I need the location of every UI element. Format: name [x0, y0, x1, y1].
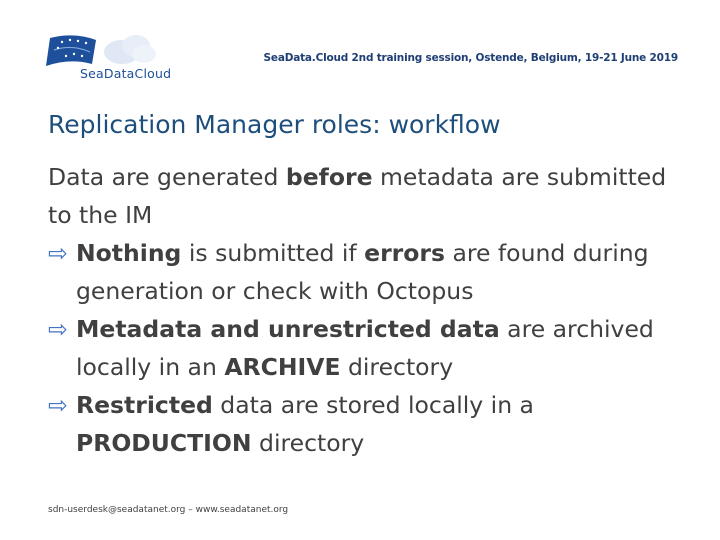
session-header: SeaData.Cloud 2nd training session, Ostende, Belgium, 19-21 June 2019 — [263, 52, 678, 64]
intro-text-2: metadata are submitted to the IM — [48, 163, 667, 229]
bullet-bold: ARCHIVE — [224, 353, 341, 381]
bullet-text: directory — [251, 429, 365, 457]
arrow-right-icon: ⇨ — [48, 315, 68, 343]
bullet-text: is submitted if — [181, 239, 365, 267]
bullet-text: directory — [340, 353, 454, 381]
bullet-bold: PRODUCTION — [76, 429, 252, 457]
intro-text: Data are generated — [48, 163, 286, 191]
footer-contact: sdn-userdesk@seadatanet.org – www.seadatanet.org — [48, 505, 289, 515]
bullet-text: are found during generation or check with Octopus — [76, 239, 649, 305]
bullet-item — [48, 310, 688, 386]
bullet-text: data are stored locally in a — [212, 391, 534, 419]
bullet-text: are archived locally in an — [76, 315, 654, 381]
slide-body — [48, 158, 688, 462]
bullet-bold: Nothing — [76, 239, 182, 267]
bullet-bold: Metadata and unrestricted data — [76, 315, 500, 343]
bullet-bold: Restricted — [76, 391, 213, 419]
intro-paragraph — [48, 158, 688, 234]
slide-title: Replication Manager roles: workflow — [48, 110, 501, 139]
arrow-right-icon: ⇨ — [48, 391, 68, 419]
logo-text: SeaDataCloud — [80, 66, 172, 81]
seadatacloud-logo-icon — [44, 30, 174, 70]
bullet-item — [48, 234, 688, 310]
seadatacloud-logo — [44, 30, 174, 86]
intro-bold: before — [285, 163, 373, 191]
arrow-right-icon: ⇨ — [48, 239, 68, 267]
bullet-item — [48, 386, 688, 462]
bullet-bold: errors — [364, 239, 445, 267]
